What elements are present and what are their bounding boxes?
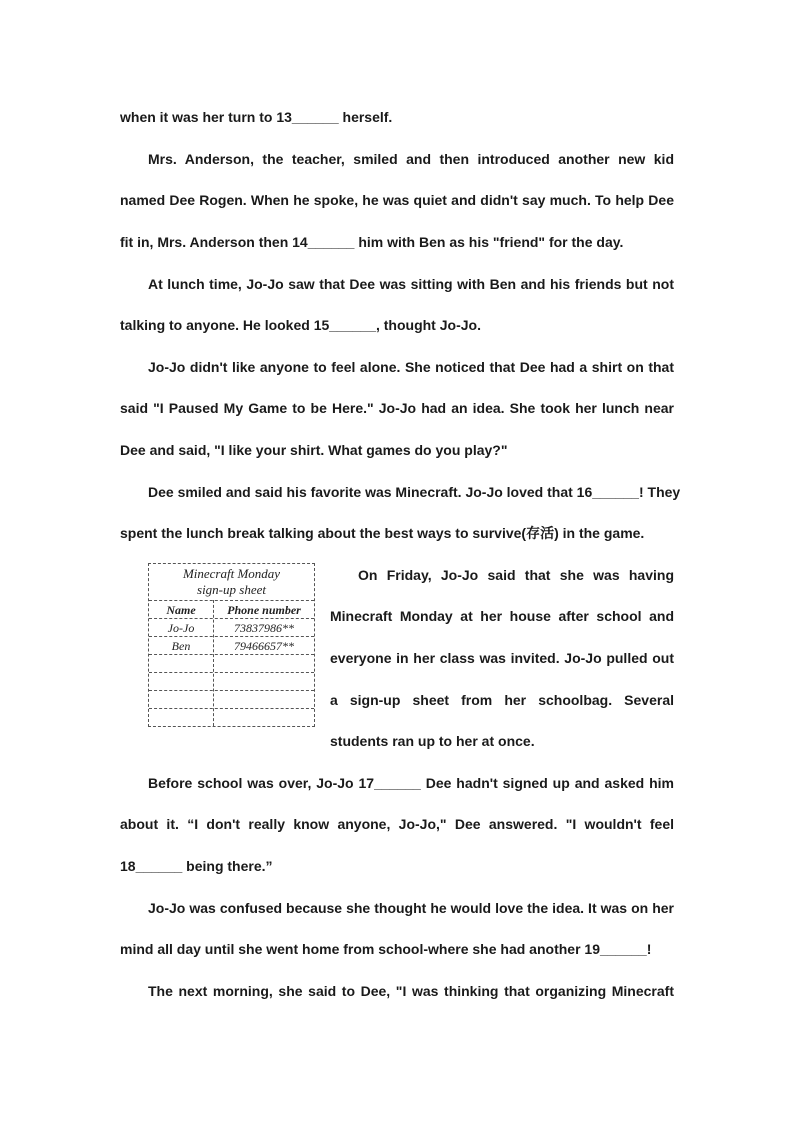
text-line: spent the lunch break talking about the best ways to survive(存活) in the game. [120,525,645,541]
row-name [149,655,213,673]
signup-title: Minecraft Monday [182,566,281,581]
signup-row [149,690,314,709]
text-line: Dee and said, "I like your shirt. What games do you play?" [120,442,508,458]
text-line: Jo-Jo was confused because she thought he would love the idea. It was on her [148,900,674,916]
text-line: fit in, Mrs. Anderson then 14______ him with Ben as his "friend" for the day. [120,234,624,250]
text-line: Minecraft Monday at her house after school and [330,608,674,624]
text-line: Jo-Jo didn't like anyone to feel alone. She noticed that Dee had a shirt on that [148,359,674,375]
signup-row [149,654,314,673]
row-phone [214,673,314,691]
text-line: mind all day until she went home from school-where she had another 19______! [120,941,652,957]
text-line: Before school was over, Jo-Jo 17______ Dee hadn't signed up and asked him [148,775,674,791]
signup-subtitle: sign-up sheet [197,582,266,597]
signup-sheet-image [148,563,315,727]
text-line: students ran up to her at once. [330,733,535,749]
text-line: The next morning, she said to Dee, "I was thinking that organizing Minecraft [148,983,674,999]
text-line: talking to anyone. He looked 15______, thought Jo-Jo. [120,317,481,333]
row-phone: 73837986** [234,621,294,635]
text-line: a sign-up sheet from her schoolbag. Several [330,692,674,708]
row-phone: 79466657** [234,639,294,653]
text-line: when it was her turn to 13______ herself. [120,109,393,125]
row-name: Ben [171,639,191,653]
row-name: Jo-Jo [167,621,195,635]
text-line: On Friday, Jo-Jo said that she was having [358,567,674,583]
row-phone [214,691,314,709]
text-line: At lunch time, Jo-Jo saw that Dee was sitting with Ben and his friends but not [148,276,674,292]
header-phone: Phone number [227,603,301,617]
row-name [149,709,213,727]
header-name: Name [166,603,196,617]
row-name [149,673,213,691]
row-phone [214,655,314,673]
signup-row [149,618,314,637]
signup-row [149,672,314,691]
text-line: 18______ being there.” [120,858,273,874]
row-name [149,691,213,709]
text-line: said "I Paused My Game to be Here." Jo-Jo had an idea. She took her lunch near [120,400,674,416]
text-line: Mrs. Anderson, the teacher, smiled and then introduced another new kid [148,151,674,167]
signup-row [149,636,314,655]
text-line: named Dee Rogen. When he spoke, he was quiet and didn't say much. To help Dee [120,192,674,208]
text-line: everyone in her class was invited. Jo-Jo pulled out [330,650,674,666]
text-line: Dee smiled and said his favorite was Minecraft. Jo-Jo loved that 16______! They [148,484,681,500]
text-line: about it. “I don't really know anyone, Jo-Jo," Dee answered. "I wouldn't feel [120,816,674,832]
signup-header-row [149,600,314,619]
row-phone [214,709,314,727]
signup-row [149,708,314,727]
